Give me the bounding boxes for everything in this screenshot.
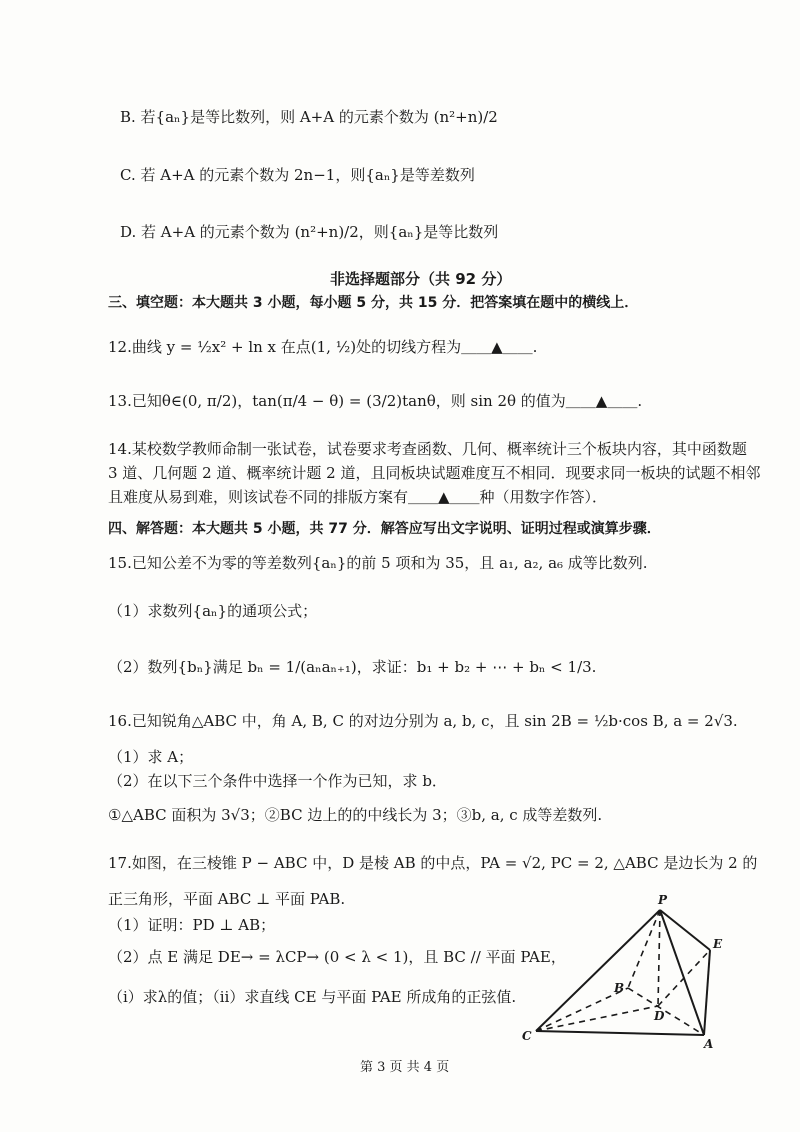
question-17-subparts: （ⅰ）求λ的值；（ⅱ）求直线 CE 与平面 PAE 所成角的正弦值. <box>108 988 517 1006</box>
edge-ea <box>704 950 710 1035</box>
question-16-conditions: ①△ABC 面积为 3√3；②BC 边上的的中线长为 3；③b, a, c 成等差数列. <box>108 806 603 824</box>
question-17-part2: （2）点 E 满足 DE→ = λCP→ (0 < λ < 1)，且 BC // 平面 PAE， <box>108 948 566 966</box>
question-16-stem: 16.已知锐角△ABC 中，角 A, B, C 的对边分别为 a, b, c，且 sin 2B = ½b·cos B, a = 2√3. <box>108 712 738 730</box>
part2-title: 非选择题部分（共 92 分） <box>330 270 512 288</box>
section4-heading: 四、解答题：本大题共 5 小题，共 77 分．解答应写出文字说明、证明过程或演算步骤． <box>108 521 661 537</box>
question-16-part2: （2）在以下三个条件中选择一个作为已知，求 b． <box>108 772 447 790</box>
question-15-part2: （2）数列{bₙ}满足 bₙ = 1/(aₙaₙ₊₁)，求证：b₁ + b₂ + ⋯ + bₙ < 1/3. <box>108 658 597 676</box>
question-17-stem: 17.如图，在三棱锥 P − ABC 中，D 是棱 AB 的中点，PA = √2, PC = 2, △ABC 是边长为 2 的 <box>108 854 758 872</box>
label-d: D <box>654 1009 665 1023</box>
question-14-line2: 3 道、几何题 2 道、概率统计题 2 道，且同板块试题难度互不相同．现要求同一板块的试题不相邻 <box>108 464 761 482</box>
pyramid-figure <box>520 888 730 1058</box>
label-p: P <box>658 893 668 907</box>
question-14-line1: 14.某校数学教师命制一张试卷，试卷要求考查函数、几何、概率统计三个板块内容，其中函数题 <box>108 440 747 458</box>
question-14-line3: 且难度从易到难，则该试卷不同的排版方案有＿＿▲＿＿种（用数字作答）． <box>108 488 608 506</box>
question-15-stem: 15.已知公差不为零的等差数列{aₙ}的前 5 项和为 35，且 a₁, a₂, a₆ 成等比数列. <box>108 554 648 572</box>
label-a: A <box>704 1037 714 1051</box>
label-e: E <box>713 937 723 951</box>
label-c: C <box>522 1029 532 1043</box>
page-footer: 第 3 页 共 4 页 <box>360 1060 450 1075</box>
label-b: B <box>614 981 625 995</box>
question-15-part1: （1）求数列{aₙ}的通项公式； <box>108 602 318 620</box>
edge-ba <box>628 988 704 1035</box>
segment-pd <box>658 910 660 1006</box>
question-13: 13.已知θ∈(0, π/2)，tan(π/4 − θ) = (3/2)tanθ，则 sin 2θ 的值为＿＿▲＿＿. <box>108 392 643 410</box>
edge-ca <box>536 1031 704 1035</box>
edge-pc <box>536 910 660 1031</box>
edge-pb <box>628 910 660 988</box>
segment-cd <box>536 1006 658 1031</box>
segment-de <box>658 950 710 1006</box>
question-16-part1: （1）求 A； <box>108 748 194 766</box>
option-d: D. 若 A+A 的元素个数为 (n²+n)/2，则{aₙ}是等比数列 <box>120 223 499 241</box>
question-12: 12.曲线 y = ½x² + ln x 在点(1, ½)处的切线方程为＿＿▲＿＿. <box>108 338 538 356</box>
section3-heading: 三、填空题：本大题共 3 小题，每小题 5 分，共 15 分．把答案填在题中的横线上． <box>108 295 639 311</box>
question-17-stem-cont: 正三角形，平面 ABC ⊥ 平面 PAB. <box>108 890 346 908</box>
option-b: B. 若{aₙ}是等比数列，则 A+A 的元素个数为 (n²+n)/2 <box>120 108 498 126</box>
option-c: C. 若 A+A 的元素个数为 2n−1，则{aₙ}是等差数列 <box>120 166 475 184</box>
question-17-part1: （1）证明：PD ⊥ AB； <box>108 916 276 934</box>
